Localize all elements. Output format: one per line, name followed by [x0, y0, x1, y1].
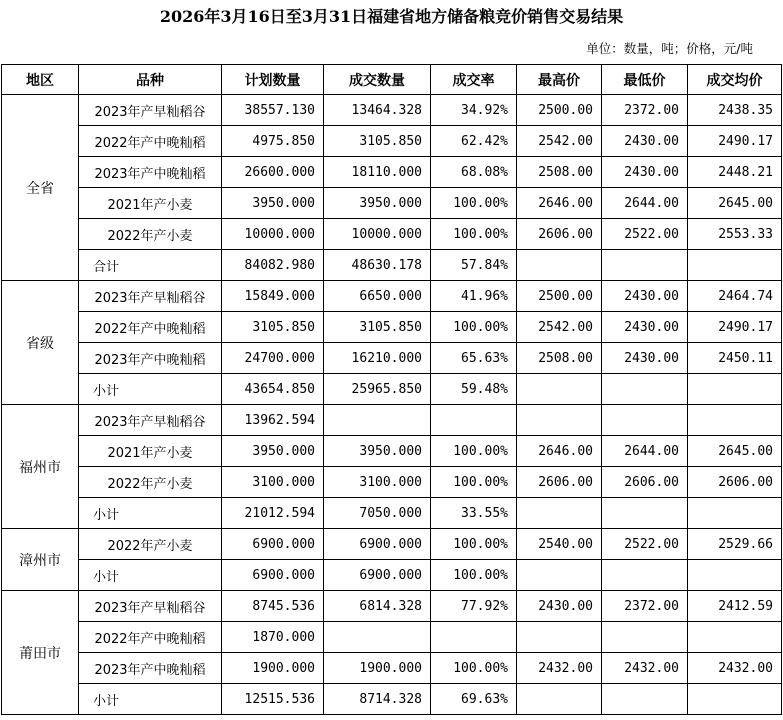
planned-qty-cell: 26600.000 [222, 157, 324, 188]
avg-price-cell: 2412.59 [688, 591, 782, 622]
avg-price-cell: 2529.66 [688, 529, 782, 560]
deal-rate-cell: 41.96% [431, 281, 517, 312]
variety-cell: 小计 [79, 684, 222, 715]
min-price-cell: 2432.00 [602, 653, 688, 684]
table-row [2, 188, 782, 219]
planned-qty-cell: 24700.000 [222, 343, 324, 374]
deal-qty-cell: 3105.850 [324, 126, 431, 157]
deal-rate-cell [431, 622, 517, 653]
header-deal-rate: 成交率 [431, 65, 517, 95]
deal-qty-cell: 13464.328 [324, 95, 431, 126]
min-price-cell: 2430.00 [602, 281, 688, 312]
deal-rate-cell: 68.08% [431, 157, 517, 188]
deal-rate-cell: 57.84% [431, 250, 517, 281]
variety-cell: 2022年产小麦 [79, 467, 222, 498]
min-price-cell [602, 374, 688, 405]
max-price-cell: 2606.00 [517, 467, 602, 498]
deal-rate-cell: 100.00% [431, 653, 517, 684]
avg-price-cell: 2490.17 [688, 312, 782, 343]
table-row [2, 126, 782, 157]
min-price-cell [602, 498, 688, 529]
min-price-cell: 2430.00 [602, 126, 688, 157]
deal-qty-cell: 8714.328 [324, 684, 431, 715]
max-price-cell: 2508.00 [517, 157, 602, 188]
table-row [2, 467, 782, 498]
deal-qty-cell: 16210.000 [324, 343, 431, 374]
planned-qty-cell: 3950.000 [222, 436, 324, 467]
deal-rate-cell: 65.63% [431, 343, 517, 374]
table-row [2, 560, 782, 591]
min-price-cell: 2522.00 [602, 219, 688, 250]
max-price-cell: 2606.00 [517, 219, 602, 250]
max-price-cell: 2508.00 [517, 343, 602, 374]
deal-qty-cell: 3950.000 [324, 188, 431, 219]
deal-rate-cell: 100.00% [431, 219, 517, 250]
min-price-cell [602, 684, 688, 715]
avg-price-cell [688, 498, 782, 529]
min-price-cell: 2430.00 [602, 343, 688, 374]
deal-qty-cell: 7050.000 [324, 498, 431, 529]
header-avg-price: 成交均价 [688, 65, 782, 95]
deal-rate-cell: 69.63% [431, 684, 517, 715]
avg-price-cell: 2438.35 [688, 95, 782, 126]
min-price-cell [602, 250, 688, 281]
max-price-cell: 2542.00 [517, 312, 602, 343]
min-price-cell: 2644.00 [602, 436, 688, 467]
max-price-cell: 2430.00 [517, 591, 602, 622]
avg-price-cell: 2645.00 [688, 436, 782, 467]
deal-qty-cell: 48630.178 [324, 250, 431, 281]
header-variety: 品种 [79, 65, 222, 95]
planned-qty-cell: 43654.850 [222, 374, 324, 405]
variety-cell: 2023年产中晚籼稻 [79, 343, 222, 374]
max-price-cell: 2542.00 [517, 126, 602, 157]
deal-rate-cell: 77.92% [431, 591, 517, 622]
region-cell: 全省 [2, 95, 79, 281]
header-deal-qty: 成交数量 [324, 65, 431, 95]
page-title: 2026年3月16日至3月31日福建省地方储备粮竞价销售交易结果 [159, 7, 624, 26]
region-cell: 莆田市 [2, 591, 79, 715]
avg-price-cell [688, 622, 782, 653]
table-row [2, 95, 782, 126]
planned-qty-cell: 10000.000 [222, 219, 324, 250]
avg-price-cell: 2606.00 [688, 467, 782, 498]
variety-cell: 2022年产小麦 [79, 529, 222, 560]
deal-qty-cell [324, 622, 431, 653]
variety-cell: 2023年产中晚籼稻 [79, 653, 222, 684]
planned-qty-cell: 3100.000 [222, 467, 324, 498]
planned-qty-cell: 8745.536 [222, 591, 324, 622]
max-price-cell: 2540.00 [517, 529, 602, 560]
planned-qty-cell: 4975.850 [222, 126, 324, 157]
deal-qty-cell: 6650.000 [324, 281, 431, 312]
deal-qty-cell: 25965.850 [324, 374, 431, 405]
min-price-cell: 2430.00 [602, 312, 688, 343]
avg-price-cell: 2448.21 [688, 157, 782, 188]
deal-rate-cell: 34.92% [431, 95, 517, 126]
avg-price-cell [688, 560, 782, 591]
max-price-cell [517, 374, 602, 405]
avg-price-cell: 2645.00 [688, 188, 782, 219]
deal-qty-cell: 3105.850 [324, 312, 431, 343]
min-price-cell [602, 405, 688, 436]
variety-cell: 2023年产早籼稻谷 [79, 405, 222, 436]
deal-rate-cell [431, 405, 517, 436]
variety-cell: 2022年产中晚籼稻 [79, 312, 222, 343]
variety-cell: 小计 [79, 498, 222, 529]
min-price-cell [602, 560, 688, 591]
planned-qty-cell: 6900.000 [222, 529, 324, 560]
min-price-cell [602, 622, 688, 653]
max-price-cell [517, 250, 602, 281]
avg-price-cell: 2450.11 [688, 343, 782, 374]
planned-qty-cell: 15849.000 [222, 281, 324, 312]
min-price-cell: 2430.00 [602, 157, 688, 188]
header-region: 地区 [2, 65, 79, 95]
table-row [2, 250, 782, 281]
avg-price-cell: 2432.00 [688, 653, 782, 684]
avg-price-cell [688, 250, 782, 281]
avg-price-cell [688, 684, 782, 715]
deal-qty-cell: 6900.000 [324, 529, 431, 560]
variety-cell: 2021年产小麦 [79, 436, 222, 467]
table-row [2, 529, 782, 560]
planned-qty-cell: 1900.000 [222, 653, 324, 684]
table-row [2, 312, 782, 343]
deal-rate-cell: 100.00% [431, 312, 517, 343]
deal-qty-cell: 18110.000 [324, 157, 431, 188]
max-price-cell [517, 622, 602, 653]
avg-price-cell [688, 374, 782, 405]
planned-qty-cell: 13962.594 [222, 405, 324, 436]
variety-cell: 2022年产中晚籼稻 [79, 126, 222, 157]
table-row [2, 374, 782, 405]
header-planned-qty: 计划数量 [222, 65, 324, 95]
planned-qty-cell: 6900.000 [222, 560, 324, 591]
max-price-cell: 2500.00 [517, 281, 602, 312]
unit-note: 单位：数量，吨；价格，元/吨 [586, 41, 753, 56]
max-price-cell: 2646.00 [517, 188, 602, 219]
max-price-cell [517, 684, 602, 715]
table-row [2, 219, 782, 250]
deal-rate-cell: 100.00% [431, 436, 517, 467]
max-price-cell: 2646.00 [517, 436, 602, 467]
planned-qty-cell: 21012.594 [222, 498, 324, 529]
variety-cell: 小计 [79, 560, 222, 591]
avg-price-cell: 2490.17 [688, 126, 782, 157]
region-cell: 省级 [2, 281, 79, 405]
table-row [2, 653, 782, 684]
table-row [2, 591, 782, 622]
variety-cell: 小计 [79, 374, 222, 405]
deal-qty-cell: 1900.000 [324, 653, 431, 684]
deal-rate-cell: 100.00% [431, 188, 517, 219]
deal-rate-cell: 100.00% [431, 467, 517, 498]
table-row [2, 281, 782, 312]
table-row [2, 622, 782, 653]
max-price-cell [517, 405, 602, 436]
table-row [2, 684, 782, 715]
avg-price-cell [688, 405, 782, 436]
table-row [2, 343, 782, 374]
deal-qty-cell: 6814.328 [324, 591, 431, 622]
deal-qty-cell: 3100.000 [324, 467, 431, 498]
planned-qty-cell: 12515.536 [222, 684, 324, 715]
deal-qty-cell: 6900.000 [324, 560, 431, 591]
variety-cell: 2023年产早籼稻谷 [79, 95, 222, 126]
table-row [2, 405, 782, 436]
region-cell: 漳州市 [2, 529, 79, 591]
header-min-price: 最低价 [602, 65, 688, 95]
max-price-cell: 2432.00 [517, 653, 602, 684]
max-price-cell: 2500.00 [517, 95, 602, 126]
table-row [2, 157, 782, 188]
variety-cell: 2022年产小麦 [79, 219, 222, 250]
min-price-cell: 2644.00 [602, 188, 688, 219]
header-max-price: 最高价 [517, 65, 602, 95]
avg-price-cell: 2553.33 [688, 219, 782, 250]
avg-price-cell: 2464.74 [688, 281, 782, 312]
max-price-cell [517, 498, 602, 529]
deal-qty-cell: 3950.000 [324, 436, 431, 467]
deal-rate-cell: 62.42% [431, 126, 517, 157]
table-header-row [2, 65, 782, 95]
table-row [2, 436, 782, 467]
max-price-cell [517, 560, 602, 591]
variety-cell: 2023年产中晚籼稻 [79, 157, 222, 188]
min-price-cell: 2372.00 [602, 95, 688, 126]
planned-qty-cell: 38557.130 [222, 95, 324, 126]
variety-cell: 2021年产小麦 [79, 188, 222, 219]
variety-cell: 2023年产早籼稻谷 [79, 281, 222, 312]
deal-rate-cell: 33.55% [431, 498, 517, 529]
results-table [1, 64, 782, 715]
variety-cell: 合计 [79, 250, 222, 281]
deal-rate-cell: 100.00% [431, 529, 517, 560]
region-cell: 福州市 [2, 405, 79, 529]
deal-rate-cell: 100.00% [431, 560, 517, 591]
deal-qty-cell: 10000.000 [324, 219, 431, 250]
variety-cell: 2023年产早籼稻谷 [79, 591, 222, 622]
min-price-cell: 2522.00 [602, 529, 688, 560]
planned-qty-cell: 3105.850 [222, 312, 324, 343]
min-price-cell: 2606.00 [602, 467, 688, 498]
min-price-cell: 2372.00 [602, 591, 688, 622]
planned-qty-cell: 3950.000 [222, 188, 324, 219]
planned-qty-cell: 84082.980 [222, 250, 324, 281]
deal-rate-cell: 59.48% [431, 374, 517, 405]
deal-qty-cell [324, 405, 431, 436]
variety-cell: 2022年产中晚籼稻 [79, 622, 222, 653]
planned-qty-cell: 1870.000 [222, 622, 324, 653]
table-row [2, 498, 782, 529]
